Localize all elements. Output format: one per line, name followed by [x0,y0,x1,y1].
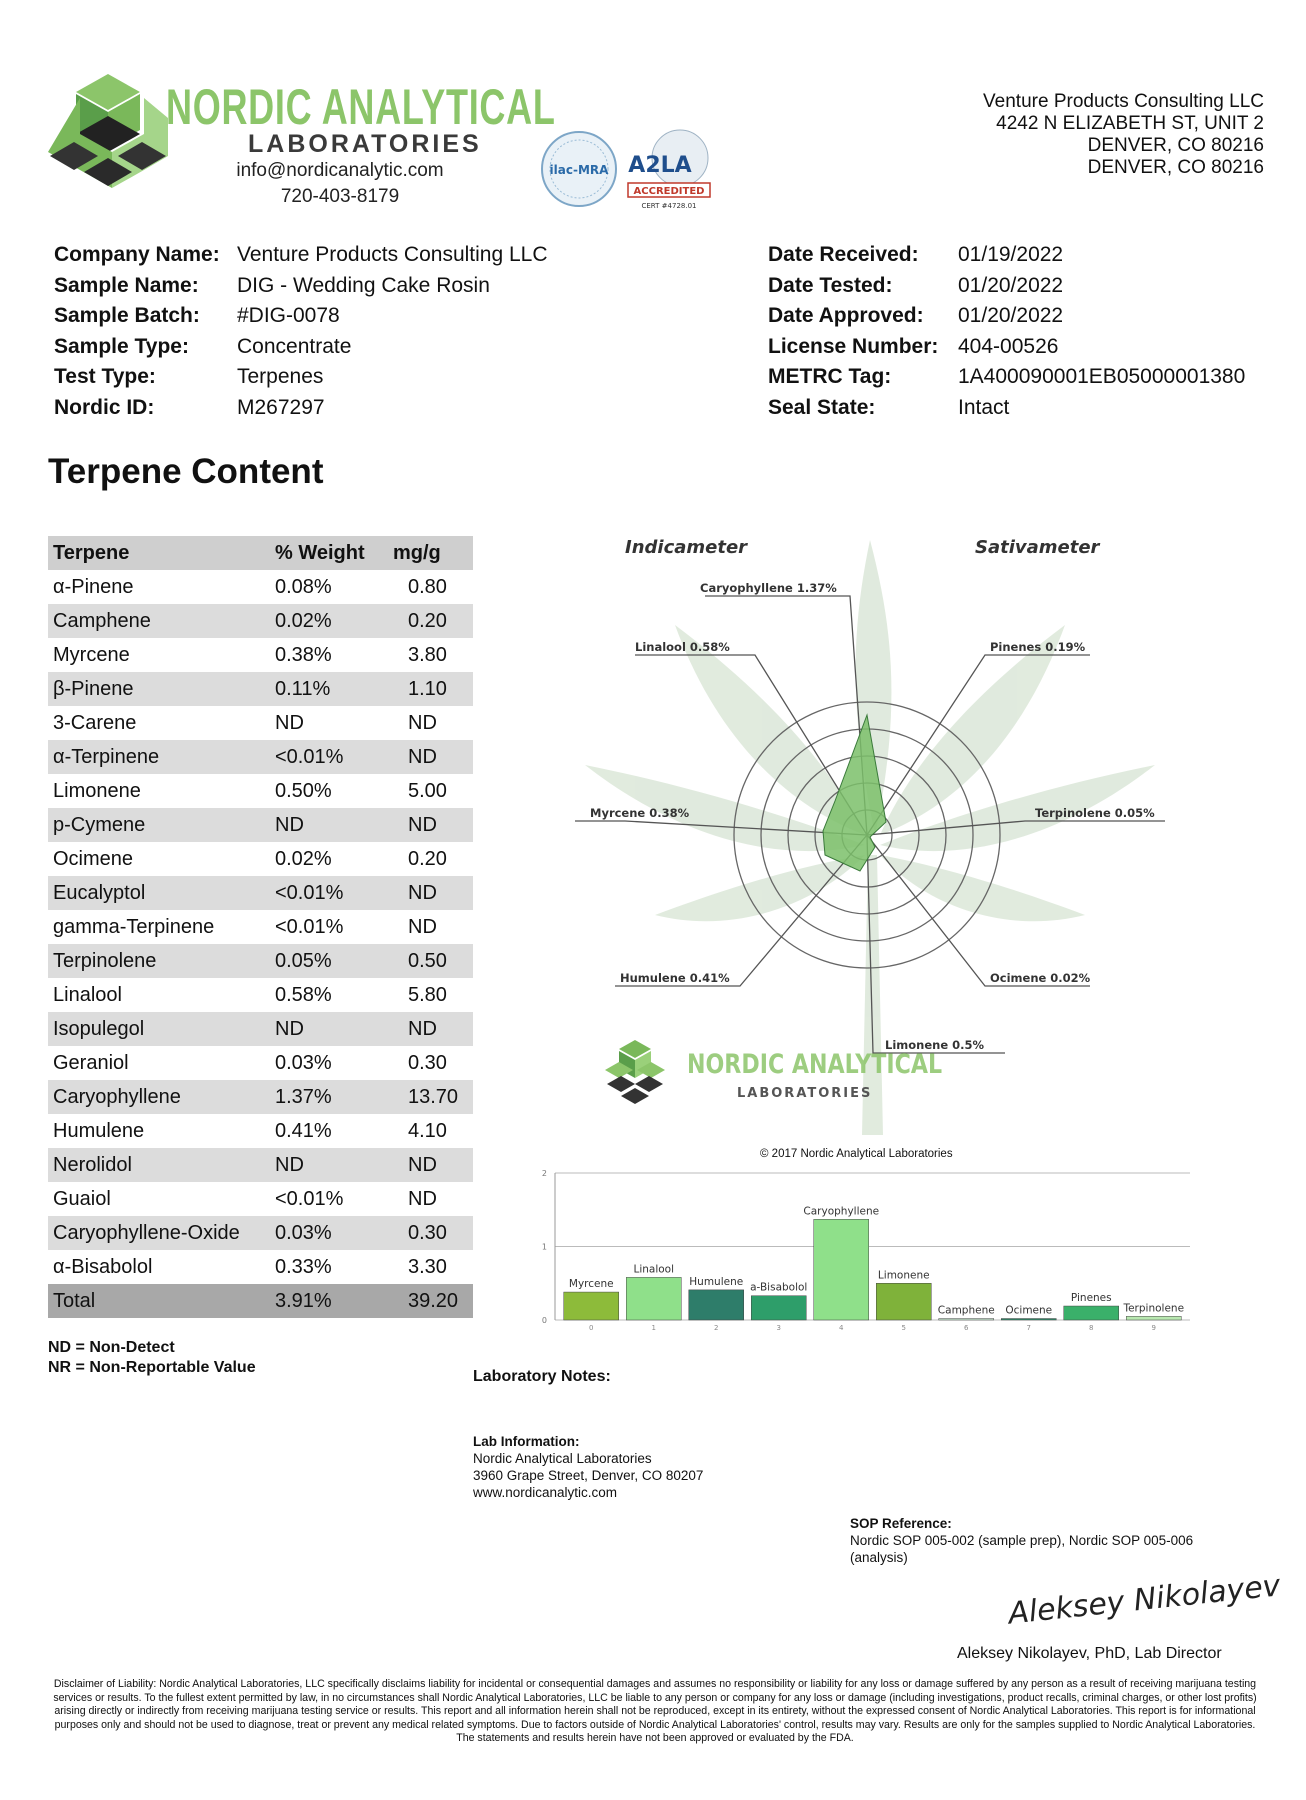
y-tick-label: 2 [541,1169,547,1178]
weight-cell: ND [270,808,388,842]
brand-subtitle: LABORATORIES [248,130,482,158]
info-value: 01/20/2022 [958,304,1064,327]
lab-logo [48,72,168,200]
info-label: Date Tested: [768,273,893,297]
bar-caryophyllene [814,1219,869,1320]
x-tick-label: 1 [651,1324,656,1332]
disclaimer: Disclaimer of Liability: Nordic Analytical Laboratories, LLC specifically disclaims liability for incidental or consequential damages and assumes no responsibility or liability for any loss or damage suffered by any person as a result of receiving marijuana testing services or results. To the fullest extent permitted by law, in no circumstances shall Nordic Analytical Laboratories, LLC be liable to any person or company for any loss or damage (including investigations, product recalls, criminal charges, or other lost profits) arising directly or indirectly from receiving marijuana testing service or results. This report and all information herein shall not be reproduced, except in its entirety, without the expressed consent of Nordic Analytical Laboratories. This report is for informational purposes only and should not be used to diagnose, treat or prevent any medical related symptoms. Due to factors outside of Nordic Analytical Laboratories' control, results may vary. Results are only for the samples supplied to Nordic Analytical Laboratories. The statements and results herein have not been approved or evaluated by the FDA. [53,1678,1257,1744]
bar-label: Camphene [937,1304,995,1317]
mgg-cell: ND [388,1012,473,1046]
table-total-row [48,1284,473,1318]
sample-info-left [54,240,694,430]
accredited-text: ACCREDITED [633,186,705,197]
terpene-name-cell: α-Pinene [53,575,134,598]
a2la-badge [622,128,718,212]
column-header: % Weight [270,536,388,570]
mgg-cell: 3.80 [408,643,447,666]
bar-humulene [689,1290,744,1320]
table-legend [48,1338,256,1378]
info-value: Terpenes [237,365,324,388]
terpene-name-cell: gamma-Terpinene [53,915,215,938]
ilac-mra-badge [540,130,618,208]
info-value: 404-00526 [958,334,1059,358]
terpene-name-cell: Linalool [53,983,122,1006]
bar-label: a-Bisabolol [750,1281,808,1294]
address-line: DENVER, CO 80216 [1087,135,1264,156]
table-row [48,604,473,638]
a2la-text: A2LA [628,153,692,178]
terpene-name-cell: Humulene [53,1119,145,1142]
table-row [48,1182,473,1216]
bar-ocimene [1001,1319,1056,1320]
info-value: M267297 [237,395,325,419]
x-tick-label: 4 [839,1324,844,1332]
bar-label: Caryophyllene [803,1205,880,1218]
terpene-name-cell: Isopulegol [48,1012,270,1046]
table-header-row [48,536,473,570]
radar-label-humulene: Humulene 0.41% [620,971,730,985]
table-row [48,706,473,740]
info-label: Date Approved: [768,304,924,327]
bar-a-bisabolol [751,1296,806,1320]
weight-cell: <0.01% [275,915,344,938]
table-row [48,1046,473,1080]
y-tick-label: 1 [541,1242,547,1252]
signature [1000,1568,1283,1636]
weight-cell: <0.01% [270,740,388,774]
bar-label: Myrcene [568,1278,614,1291]
mgg-cell: 5.00 [408,779,447,802]
sample-info-right [768,240,1268,430]
lab-info-url[interactable]: www.nordicanalytic.com [473,1485,618,1500]
terpene-bar-chart [535,1163,1195,1343]
weight-cell: ND [270,1012,388,1046]
table-row [48,1250,473,1284]
terpene-name-cell: β-Pinene [48,672,270,706]
info-label: Date Received: [768,243,919,266]
mgg-cell: 13.70 [388,1080,473,1114]
info-value: Concentrate [237,334,352,358]
x-tick-label: 9 [1151,1324,1156,1332]
y-tick-label: 0 [541,1316,547,1325]
mgg-cell: 0.30 [408,1051,447,1074]
radar-label-terpinolene: Terpinolene 0.05% [1035,806,1155,820]
sop-text: Nordic SOP 005-002 (sample prep), Nordic SOP 005-006 (analysis) [850,1533,1194,1565]
weight-cell: ND [270,1148,388,1182]
column-header: Terpene [48,536,270,570]
table-row [48,876,473,910]
mgg-cell: ND [408,915,437,938]
mgg-cell: 0.30 [388,1216,473,1250]
x-tick-label: 5 [901,1324,906,1332]
total-cell: 39.20 [388,1284,473,1318]
x-tick-label: 8 [1089,1324,1094,1332]
weight-cell: <0.01% [270,876,388,910]
table-row [48,944,473,978]
info-value: DIG - Wedding Cake Rosin [237,273,490,297]
table-row [48,570,473,604]
bar-label: Limonene [877,1269,930,1282]
lab-notes-heading: Laboratory Notes: [473,1368,611,1385]
mgg-cell: ND [388,1148,473,1182]
info-label: Sample Type: [54,334,189,358]
terpene-name-cell: Camphene [48,604,270,638]
signer-name: Aleksey Nikolayev, PhD, Lab Director [957,1645,1222,1662]
table-row [48,774,473,808]
table-row [48,740,473,774]
table-row [48,842,473,876]
bar-pinenes [1064,1306,1119,1320]
table-row [48,672,473,706]
mgg-cell: 4.10 [408,1119,447,1142]
table-row [48,1216,473,1250]
x-tick-label: 6 [964,1324,969,1332]
bar-myrcene [564,1292,619,1320]
weight-cell: <0.01% [275,1187,344,1210]
weight-cell: 0.08% [275,575,332,598]
lab-info-heading: Lab Information: [473,1434,580,1449]
x-tick-label: 2 [714,1324,719,1332]
weight-cell: 0.05% [270,944,388,978]
column-header: mg/g [388,536,473,570]
mgg-cell: 0.20 [388,604,473,638]
weight-cell: 0.02% [270,604,388,638]
weight-cell: 0.02% [275,847,332,870]
legend-nr: NR = Non-Reportable Value [48,1359,256,1376]
table-row [48,638,473,672]
info-value: 01/20/2022 [958,273,1064,297]
mgg-cell: 0.50 [388,944,473,978]
address-line: 4242 N ELIZABETH ST, UNIT 2 [996,113,1264,134]
weight-cell: 0.11% [270,672,388,706]
sop-reference [850,1515,1230,1566]
info-label: License Number: [768,334,939,358]
table-row [48,1080,473,1114]
terpene-name-cell: Eucalyptol [48,876,270,910]
table-row [48,808,473,842]
bar-limonene [876,1283,931,1320]
weight-cell: 0.38% [275,643,332,666]
terpene-name-cell: Limonene [53,779,141,802]
mgg-cell: 3.30 [408,1255,447,1278]
info-value: #DIG-0078 [237,304,340,327]
lab-info [473,1433,703,1501]
mgg-cell: ND [388,808,473,842]
weight-cell: 0.03% [275,1051,332,1074]
address-line: DENVER, CO 80216 [1087,157,1264,178]
weight-cell: 0.50% [275,779,332,802]
table-row [48,910,473,944]
radar-label-linalool: Linalool 0.58% [635,640,730,654]
terpene-name-cell: Nerolidol [48,1148,270,1182]
lab-email[interactable]: info@nordicanalytic.com [236,160,444,181]
table-row [48,1114,473,1148]
section-title: Terpene Content [48,452,324,491]
terpene-name-cell: p-Cymene [48,808,270,842]
table-row [48,978,473,1012]
bar-linalool [626,1277,681,1320]
ilac-text: ilac-MRA [549,163,609,177]
client-address [824,91,1264,179]
lab-contact [220,158,460,210]
signature-script: Aleksey Nikolayev [1006,1568,1283,1632]
radar-label-caryophyllene: Caryophyllene 1.37% [700,581,837,595]
total-cell: Total [48,1284,270,1318]
sop-heading: SOP Reference: [850,1516,952,1531]
weight-cell: ND [275,711,304,734]
terpene-name-cell: Myrcene [53,643,130,666]
terpene-name-cell: Geraniol [53,1051,129,1074]
mgg-cell: 0.20 [408,847,447,870]
info-label: METRC Tag: [768,365,892,388]
x-tick-label: 7 [1026,1324,1031,1332]
info-label: Seal State: [768,395,876,419]
info-value: Venture Products Consulting LLC [237,243,548,266]
mgg-cell: ND [408,711,437,734]
copyright: © 2017 Nordic Analytical Laboratories [760,1148,953,1160]
bar-label: Linalool [633,1263,675,1276]
bar-label: Pinenes [1070,1292,1112,1305]
radar-watermark-subtitle: LABORATORIES [737,1086,873,1101]
terpene-name-cell: Guaiol [53,1187,111,1210]
cert-text: CERT #4728.01 [641,202,697,210]
mgg-cell: ND [388,876,473,910]
weight-cell: 0.58% [275,983,332,1006]
x-tick-label: 3 [776,1324,781,1332]
mgg-cell: 5.80 [408,983,447,1006]
bar-terpinolene [1126,1316,1181,1320]
radar-label-myrcene: Myrcene 0.38% [590,806,690,820]
table-row [48,1148,473,1182]
radar-watermark-logo [605,1040,665,1104]
lab-phone: 720-403-8179 [280,186,400,207]
info-label: Nordic ID: [54,395,155,419]
info-value: 01/19/2022 [958,243,1064,266]
mgg-cell: ND [408,1187,437,1210]
weight-cell: 1.37% [270,1080,388,1114]
radar-label-pinenes: Pinenes 0.19% [990,640,1086,654]
terpene-name-cell: α-Terpinene [48,740,270,774]
legend-nd: ND = Non-Detect [48,1339,175,1356]
terpene-name-cell: α-Bisabolol [53,1255,153,1278]
bar-label: Ocimene [1005,1304,1053,1317]
info-label: Company Name: [54,243,220,266]
info-label: Test Type: [54,365,156,388]
mgg-cell: 1.10 [388,672,473,706]
radar-label-ocimene: Ocimene 0.02% [990,971,1091,985]
info-label: Sample Batch: [54,304,200,327]
terpene-name-cell: Caryophyllene [48,1080,270,1114]
info-label: Sample Name: [54,273,199,297]
bar-label: Humulene [689,1275,744,1288]
lab-info-line: 3960 Grape Street, Denver, CO 80207 [473,1468,704,1483]
weight-cell: 0.03% [270,1216,388,1250]
sativameter-label: Sativameter [975,537,1100,558]
terpene-name-cell: Caryophyllene-Oxide [48,1216,270,1250]
terpene-name-cell: Ocimene [53,847,134,870]
mgg-cell: ND [388,740,473,774]
info-value: Intact [958,395,1010,419]
terpene-name-cell: Terpinolene [48,944,270,978]
terpene-radar [565,535,1185,1135]
radar-watermark-title: NORDIC ANALYTICAL [687,1047,943,1080]
bar-camphene [939,1319,994,1320]
terpene-table [48,536,473,1318]
terpene-name-cell: 3-Carene [53,711,137,734]
total-cell: 3.91% [270,1284,388,1318]
x-tick-label: 0 [589,1324,594,1332]
lab-info-line: Nordic Analytical Laboratories [473,1451,652,1466]
info-value: 1A400090001EB05000001380 [958,365,1246,388]
weight-cell: 0.41% [275,1119,332,1142]
radar-label-limonene: Limonene 0.5% [885,1038,985,1052]
mgg-cell: 0.80 [408,575,447,598]
weight-cell: 0.33% [275,1255,332,1278]
table-row [48,1012,473,1046]
bar-label: Terpinolene [1123,1302,1185,1315]
address-line: Venture Products Consulting LLC [983,91,1264,112]
indicameter-label: Indicameter [625,537,748,558]
brand-title: NORDIC ANALYTICAL [166,79,556,135]
